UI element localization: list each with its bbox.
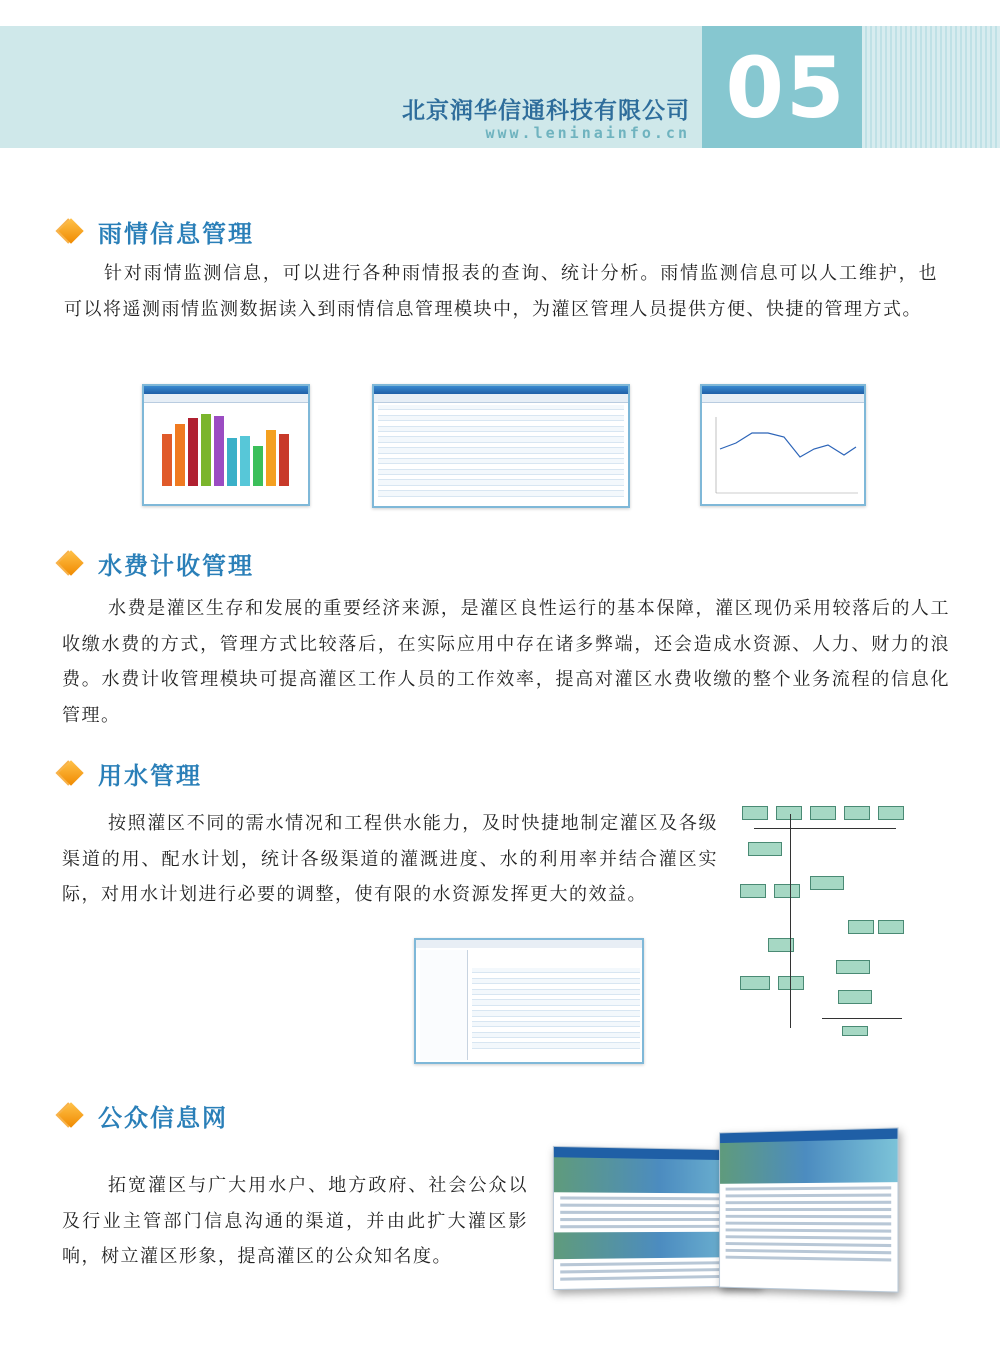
public-website-screenshot [555, 1130, 900, 1290]
rain-line-chart-screenshot [700, 384, 866, 506]
section-title-public: 公众信息网 [58, 1100, 228, 1130]
company-website: www.leninainfo.cn [485, 124, 690, 142]
header-stripes [862, 26, 1000, 148]
diamond-bullet-icon [58, 218, 83, 243]
section-body-fee: 水费是灌区生存和发展的重要经济来源，是灌区良性运行的基本保障，灌区现仍采用较落后的人工收缴水费的方式，管理方式比较落后，在实际应用中存在诸多弊端，还会造成水资源、人力、财力的浪费。水费计收管理模块可提高灌区工作人员的工作效率，提高对灌区水费收缴的整个业务流程的信息化管理。 [62, 598, 950, 726]
rain-bar-chart-screenshot [142, 384, 310, 506]
website-page-front [719, 1127, 898, 1292]
diamond-bullet-icon [58, 1102, 83, 1127]
diamond-bullet-icon [58, 550, 83, 575]
page-number: 05 [725, 39, 847, 137]
company-name: 北京润华信通科技有限公司 [402, 98, 690, 124]
section-title-fee: 水费计收管理 [58, 548, 254, 578]
section-title-water: 用水管理 [58, 758, 202, 788]
rain-report-table-screenshot [372, 384, 630, 508]
water-plan-flowchart [738, 800, 914, 1040]
section-body-rain: 针对雨情监测信息，可以进行各种雨情报表的查询、统计分析。雨情监测信息可以人工维护，也可以将遥测雨情监测数据读入到雨情信息管理模块中，为灌区管理人员提供方便、快捷的管理方式。 [64, 263, 938, 320]
water-plan-screenshot [414, 938, 644, 1064]
section-body-public: 拓宽灌区与广大用水户、地方政府、社会公众以及行业主管部门信息沟通的渠道，并由此扩大灌区影响，树立灌区形象，提高灌区的公众知名度。 [62, 1175, 528, 1267]
section-title-rain: 雨情信息管理 [58, 216, 254, 246]
line-chart-icon [702, 403, 866, 506]
diamond-bullet-icon [58, 760, 83, 785]
section-body-water: 按照灌区不同的需水情况和工程供水能力，及时快捷地制定灌区及各级渠道的用、配水计划，统计各级渠道的灌溉进度、水的利用率并结合灌区实际，对用水计划进行必要的调整，使有限的水资源发挥更大的效益。 [62, 813, 718, 905]
